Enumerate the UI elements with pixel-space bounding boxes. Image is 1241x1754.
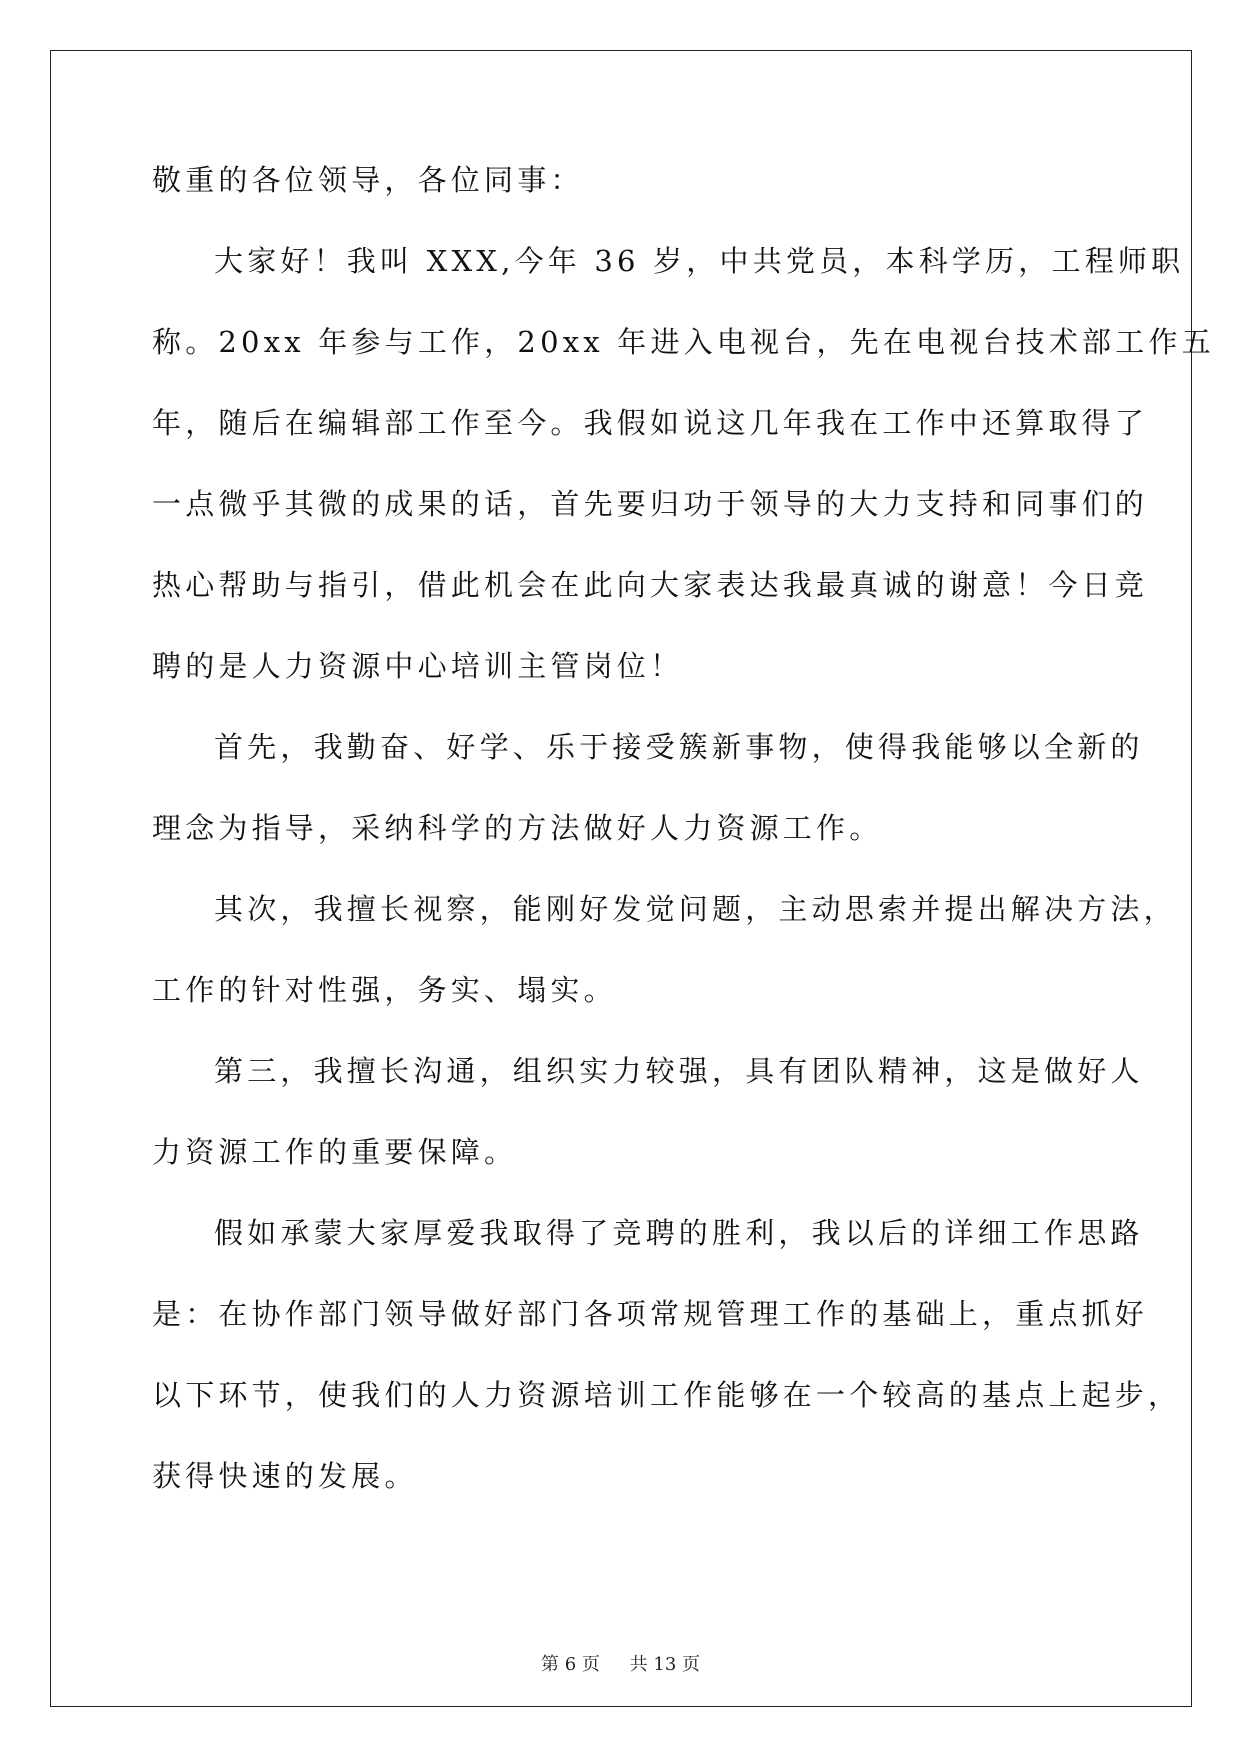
- page-total: 共 13 页: [629, 1654, 700, 1675]
- text-line: 理念为指导，采纳科学的方法做好人力资源工作。: [152, 811, 883, 845]
- paragraph-third-point: [152, 1051, 1144, 1213]
- text-line: 是：在协作部门领导做好部门各项常规管理工作的基础上，重点抓好: [152, 1297, 1149, 1331]
- text-line: 聘的是人力资源中心培训主管岗位！: [152, 649, 684, 683]
- text-line: 热心帮助与指引，借此机会在此向大家表达我最真诚的谢意！今日竞: [152, 568, 1149, 602]
- text-line: 敬重的各位领导，各位同事：: [152, 163, 584, 197]
- page-number: 第 6 页: [541, 1654, 600, 1675]
- text-line: 力资源工作的重要保障。: [152, 1135, 518, 1169]
- text-line: 一点微乎其微的成果的话，首先要归功于领导的大力支持和同事们的: [152, 487, 1149, 521]
- text-line: 以下环节，使我们的人力资源培训工作能够在一个较高的基点上起步，: [152, 1378, 1182, 1412]
- page-footer: [0, 1650, 1241, 1676]
- text-line: 称。20xx 年参与工作，20xx 年进入电视台，先在电视台技术部工作五: [152, 325, 1215, 359]
- paragraph-second-point: [152, 889, 1177, 1051]
- document-body: [152, 160, 1215, 1537]
- text-line: 工作的针对性强，务实、塌实。: [152, 973, 617, 1007]
- text-line: 假如承蒙大家厚爱我取得了竞聘的胜利，我以后的详细工作思路: [214, 1216, 1144, 1250]
- text-line: 大家好！我叫 XXX,今年 36 岁，中共党员，本科学历，工程师职: [214, 244, 1185, 278]
- paragraph-work-plan: [152, 1213, 1182, 1537]
- text-line: 首先，我勤奋、好学、乐于接受簇新事物，使得我能够以全新的: [214, 730, 1144, 764]
- paragraph-introduction: [152, 241, 1215, 727]
- paragraph-first-point: [152, 727, 1144, 889]
- text-line: 年，随后在编辑部工作至今。我假如说这几年我在工作中还算取得了: [152, 406, 1149, 440]
- text-line: 第三，我擅长沟通，组织实力较强，具有团队精神，这是做好人: [214, 1054, 1144, 1088]
- text-line: 获得快速的发展。: [152, 1459, 418, 1493]
- text-line: 其次，我擅长视察，能刚好发觉问题，主动思索并提出解决方法，: [214, 892, 1177, 926]
- paragraph-salutation: [152, 160, 1092, 241]
